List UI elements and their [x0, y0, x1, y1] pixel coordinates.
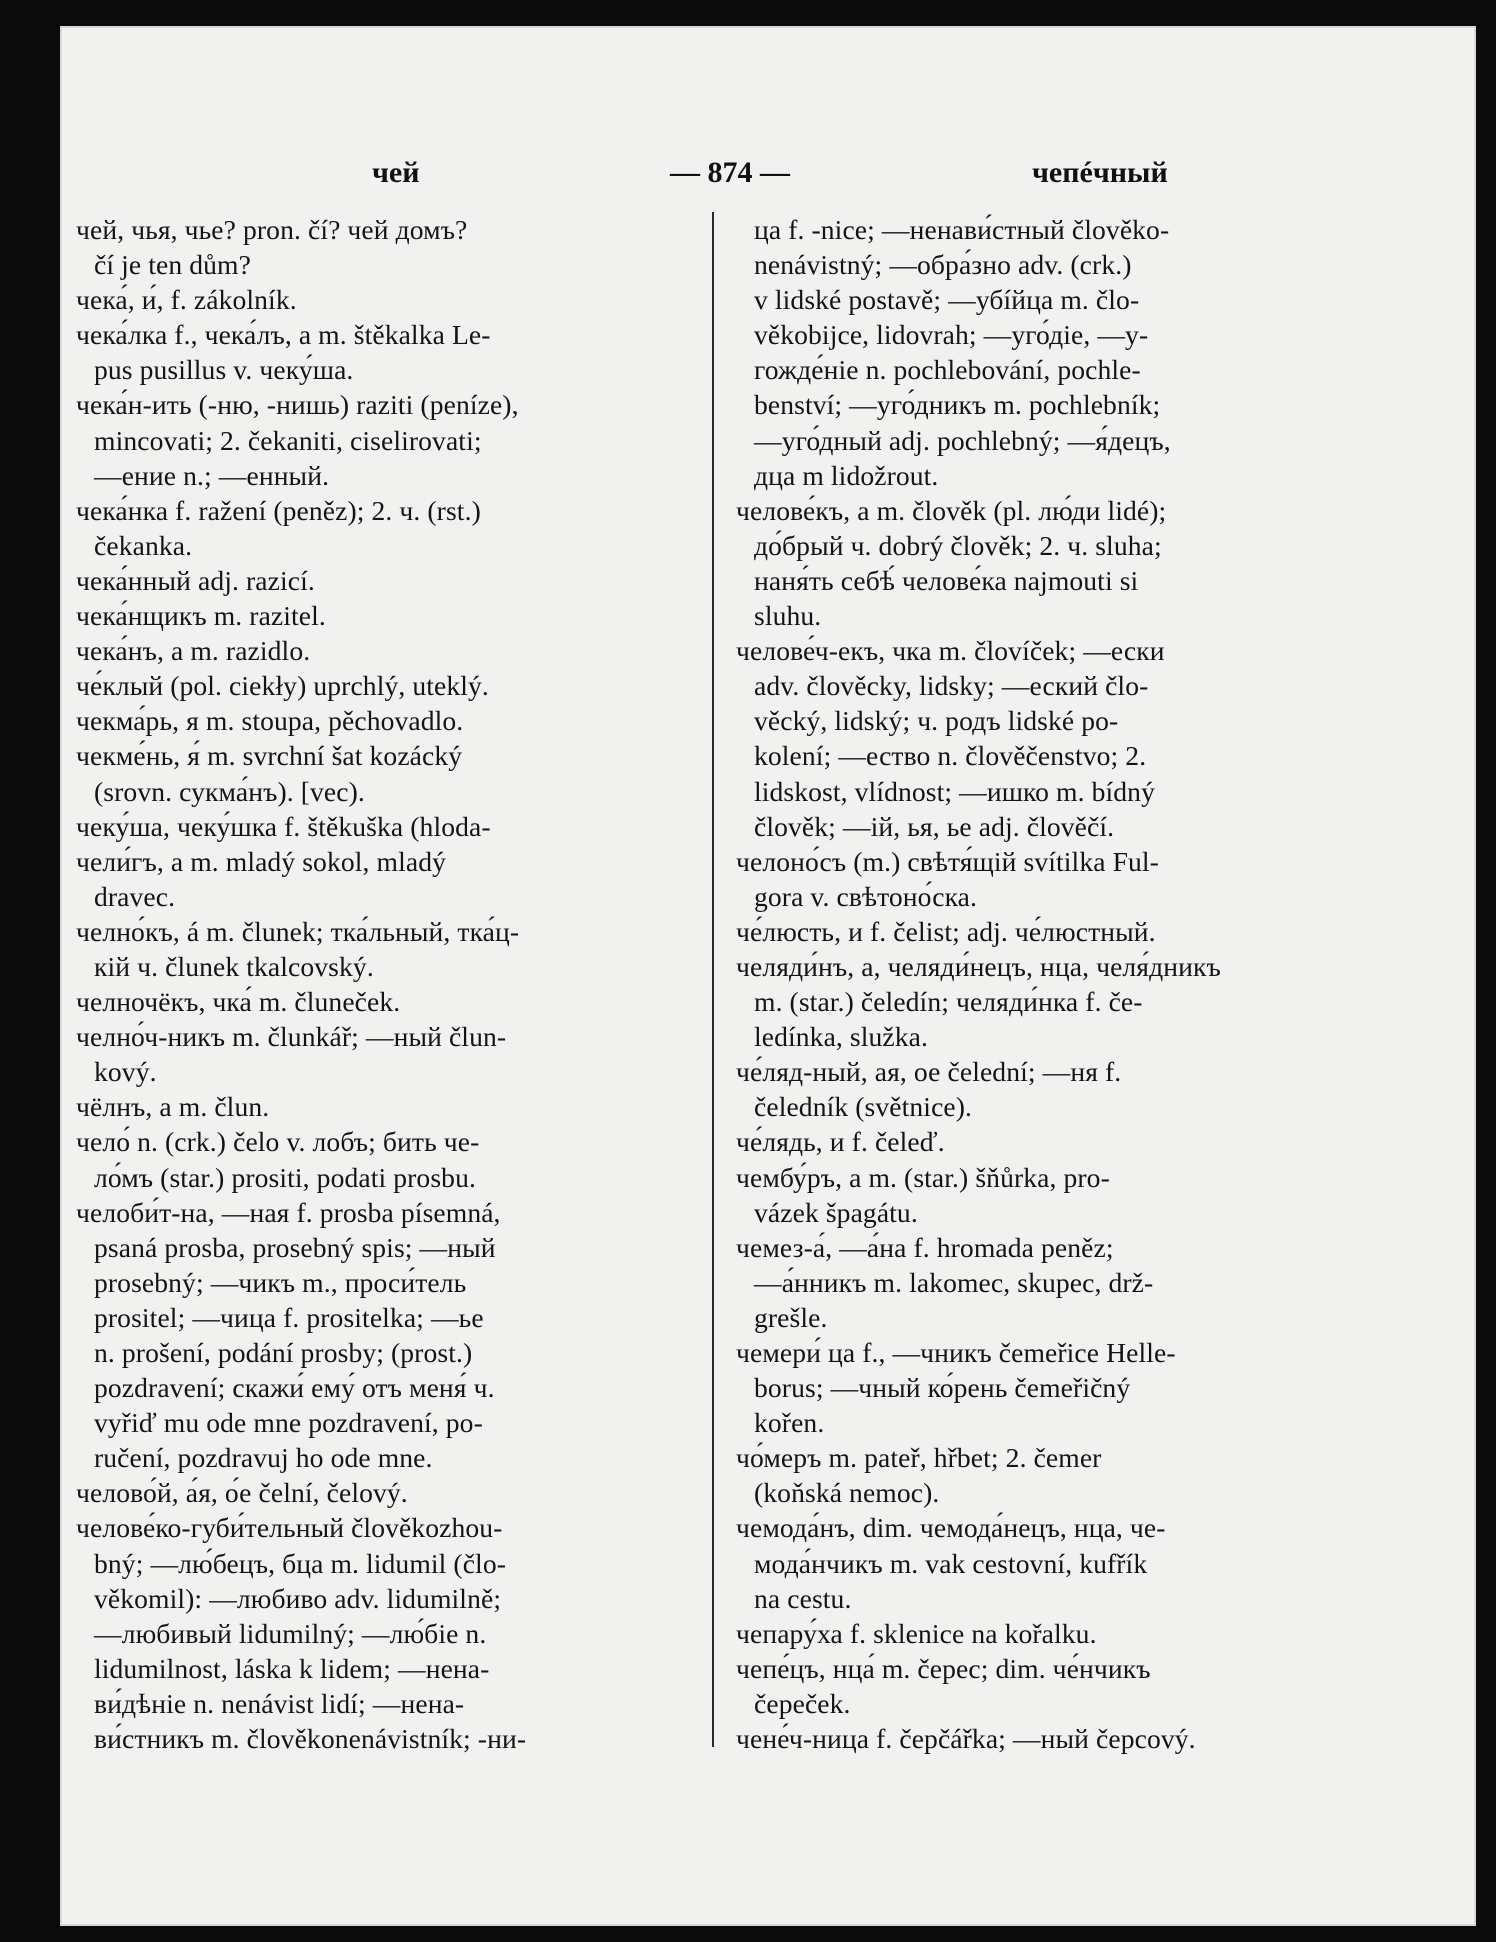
entry-line: кій ч. člunek tkalcovský.	[94, 950, 374, 982]
entry-line: чека́нка f. ražení (peněz); 2. ч. (rst.)	[76, 494, 481, 526]
entry-line: lidskost, vlídnost; —ишко m. bídný	[754, 775, 1155, 807]
entry-line: наня́ть себѣ́ челове́ка najmouti si	[754, 564, 1139, 596]
entry-line: —ение n.; —енный.	[94, 459, 330, 491]
entry-line: челоно́съ (m.) свѣтя́щій svítilka Ful-	[736, 845, 1159, 877]
entry-line: челове́ч-екъ, чка m. človíček; —ески	[736, 635, 1165, 667]
entry-line: kolení; —ество n. člověčenstvo; 2.	[754, 740, 1147, 772]
entry-line: чемери́ ца f., —чникъ čemeřice Helle-	[736, 1337, 1176, 1368]
right-column	[736, 212, 1386, 1756]
entry-line: че́клый (pol. ciekły) uprchlý, uteklý.	[76, 670, 489, 702]
left-column	[76, 212, 734, 1756]
entry-line: čí je ten dům?	[94, 249, 251, 281]
entry-line: nenávistný; —обра́зно adv. (crk.)	[754, 249, 1132, 281]
page-number: — 874 —	[670, 156, 790, 189]
entry-line: чей, чья, чье? pron. čí? чей домъ?	[76, 214, 468, 245]
entry-line: adv. člověcky, lidsky; —еский člo-	[754, 670, 1149, 702]
entry-line: чемода́нъ, dim. чемода́нецъ, нца, че-	[736, 1512, 1166, 1544]
header-left-word: чей	[372, 156, 420, 189]
entry-line: челно́ч-никъ m. člunkář; —ный člun-	[76, 1021, 507, 1053]
entry-line: kořen.	[754, 1407, 825, 1439]
entry-line: čekanka.	[94, 529, 193, 561]
entry-line: чепару́ха f. sklenice na kořalku.	[736, 1617, 1097, 1649]
entry-line: věkomil): —любиво adv. lidumilně;	[94, 1582, 502, 1614]
entry-line: мода́нчикъ m. vak cestovní, kufřík	[754, 1547, 1148, 1579]
entry-line: vyřiď mu ode mne pozdravení, po-	[94, 1407, 483, 1439]
entry-line: до́брый ч. dobrý člověk; 2. ч. sluha;	[754, 529, 1162, 561]
entry-line: pus pusillus v. чеку́ша.	[94, 354, 354, 386]
entry-line: чёлнъ, a m. člun.	[76, 1091, 270, 1123]
entry-line: věkobijce, lidovrah; —уго́діе, —у-	[754, 319, 1149, 351]
entry-line: gora v. свѣтоно́ска.	[754, 880, 978, 912]
entry-line: vázek špagátu.	[754, 1196, 918, 1228]
entry-line: pozdravení; скажи́ ему́ отъ меня́ ч.	[94, 1372, 495, 1404]
entry-line: m. (star.) čeledín; челяди́нка f. če-	[754, 986, 1143, 1018]
entry-line: —а́нникъ m. lakomec, skupec, drž-	[754, 1266, 1154, 1298]
entry-line: ručení, pozdravuj ho ode mne.	[94, 1442, 433, 1474]
entry-line: borus; —чный ко́рень čemeřičný	[754, 1372, 1131, 1404]
entry-line: чека́н-ить (-ню, -нишь) raziti (peníze),	[76, 389, 519, 421]
entry-line: челно́къ, á m. člunek; тка́льный, тка́ц-	[76, 915, 520, 947]
entry-line: чекма́рь, я m. stoupa, pěchovadlo.	[76, 705, 464, 737]
entry-line: чело́ n. (crk.) čelo v. лобъ; бить че-	[76, 1126, 480, 1158]
entry-line: челово́й, а́я, о́е čelní, čelový.	[76, 1477, 408, 1509]
entry-line: sluhu.	[754, 600, 822, 632]
entry-line: věcký, lidský; ч. родъ lidské po-	[754, 705, 1119, 737]
entry-line: (srovn. сукма́нъ). [vec).	[94, 775, 365, 807]
entry-line: чека́нный adj. razicí.	[76, 564, 315, 596]
entry-line: челове́къ, a m. člověk (pl. лю́ди lidé);	[736, 494, 1167, 526]
entry-line: гожде́ніе n. pochlebování, pochle-	[754, 354, 1141, 386]
entry-line: kový.	[94, 1056, 157, 1088]
entry-line: (koňská nemoc).	[754, 1477, 940, 1509]
entry-line: ви́стникъ m. člověkonenávistník; -ни-	[94, 1723, 527, 1755]
entry-line: prositel; —чица f. prositelka; —ье	[94, 1301, 484, 1333]
entry-line: че́лядь, и f. čeleď.	[736, 1126, 945, 1158]
entry-line: v lidské postavě; —убíйца m. člo-	[754, 284, 1140, 316]
entry-line: чеку́ша, чеку́шка f. štěkuška (hloda-	[76, 810, 491, 842]
entry-line: člověk; —ій, ья, ье adj. člověčí.	[754, 810, 1115, 842]
entry-line: чембу́ръ, a m. (star.) šňůrka, pro-	[736, 1161, 1110, 1193]
entry-line: prosebný; —чикъ m., проси́тель	[94, 1266, 467, 1298]
entry-line: —уго́дный adj. pochlebný; —я́децъ,	[754, 424, 1171, 456]
entry-line: челночёкъ, чка́ m. čluneček.	[76, 986, 401, 1018]
entry-line: ца f. -nice; —ненави́стный člověko-	[754, 214, 1170, 245]
entry-line: чека́, и́, f. zákolník.	[76, 284, 297, 316]
entry-line: psaná prosba, prosebný spis; —ный	[94, 1231, 496, 1263]
entry-line: ledínka, služka.	[754, 1021, 929, 1053]
entry-line: na cestu.	[754, 1582, 852, 1614]
entry-line: чека́лка f., чека́лъ, a m. štěkalka Le-	[76, 319, 491, 351]
entry-line: че́ляд-ный, ая, ое čelední; —ня f.	[736, 1056, 1122, 1088]
entry-line: чекме́нь, я́ m. svrchní šat kozácký	[76, 740, 463, 772]
entry-line: чене́ч-ница f. čepčářka; —ный čepcový.	[736, 1723, 1196, 1755]
entry-line: челове́ко-губи́тельный člověkozhou-	[76, 1512, 503, 1544]
entry-line: челяди́нъ, a, челяди́нецъ, нца, челя́дникъ	[736, 950, 1221, 982]
entry-line: dravec.	[94, 880, 176, 912]
entry-line: bný; —лю́бецъ, бца m. lidumil (člo-	[94, 1547, 507, 1579]
entry-line: челоби́т-на, —ная f. prosba písemná,	[76, 1196, 501, 1228]
entry-line: чека́нщикъ m. razitel.	[76, 600, 326, 632]
column-divider	[712, 212, 714, 1747]
entry-line: benství; —уго́дникъ m. pochlebník;	[754, 389, 1161, 421]
entry-line: čeledník (světnice).	[754, 1091, 973, 1123]
page-header	[60, 156, 1476, 196]
entry-line: ло́мъ (star.) prositi, podati prosbu.	[94, 1161, 476, 1193]
entry-line: чемез-а́, —а́на f. hromada peněz;	[736, 1231, 1114, 1263]
entry-line: чека́нъ, a m. razidlo.	[76, 635, 311, 667]
header-right-word: чепéчный	[1032, 156, 1168, 189]
entry-line: lidumilnost, láska k lidem; —нена-	[94, 1652, 490, 1684]
entry-line: n. prošení, podání prosby; (prost.)	[94, 1337, 473, 1368]
entry-line: grešle.	[754, 1301, 828, 1333]
entry-line: ви́дѣніе n. nenávist lidí; —нена-	[94, 1687, 465, 1719]
entry-line: —любивый lidumilný; —лю́біе n.	[94, 1617, 487, 1649]
entry-line: чели́гъ, a m. mladý sokol, mladý	[76, 845, 446, 877]
entry-line: čepeček.	[754, 1687, 851, 1719]
entry-line: че́люсть, и f. čelist; adj. че́люстный.	[736, 915, 1156, 947]
entry-line: дца m lidožrout.	[754, 459, 939, 491]
entry-line: чепе́цъ, нца́ m. čepec; dim. че́нчикъ	[736, 1652, 1151, 1684]
entry-line: mincovati; 2. čekaniti, ciselirovati;	[94, 424, 482, 456]
entry-line: чо́меръ m. pateř, hřbet; 2. čemer	[736, 1442, 1102, 1474]
